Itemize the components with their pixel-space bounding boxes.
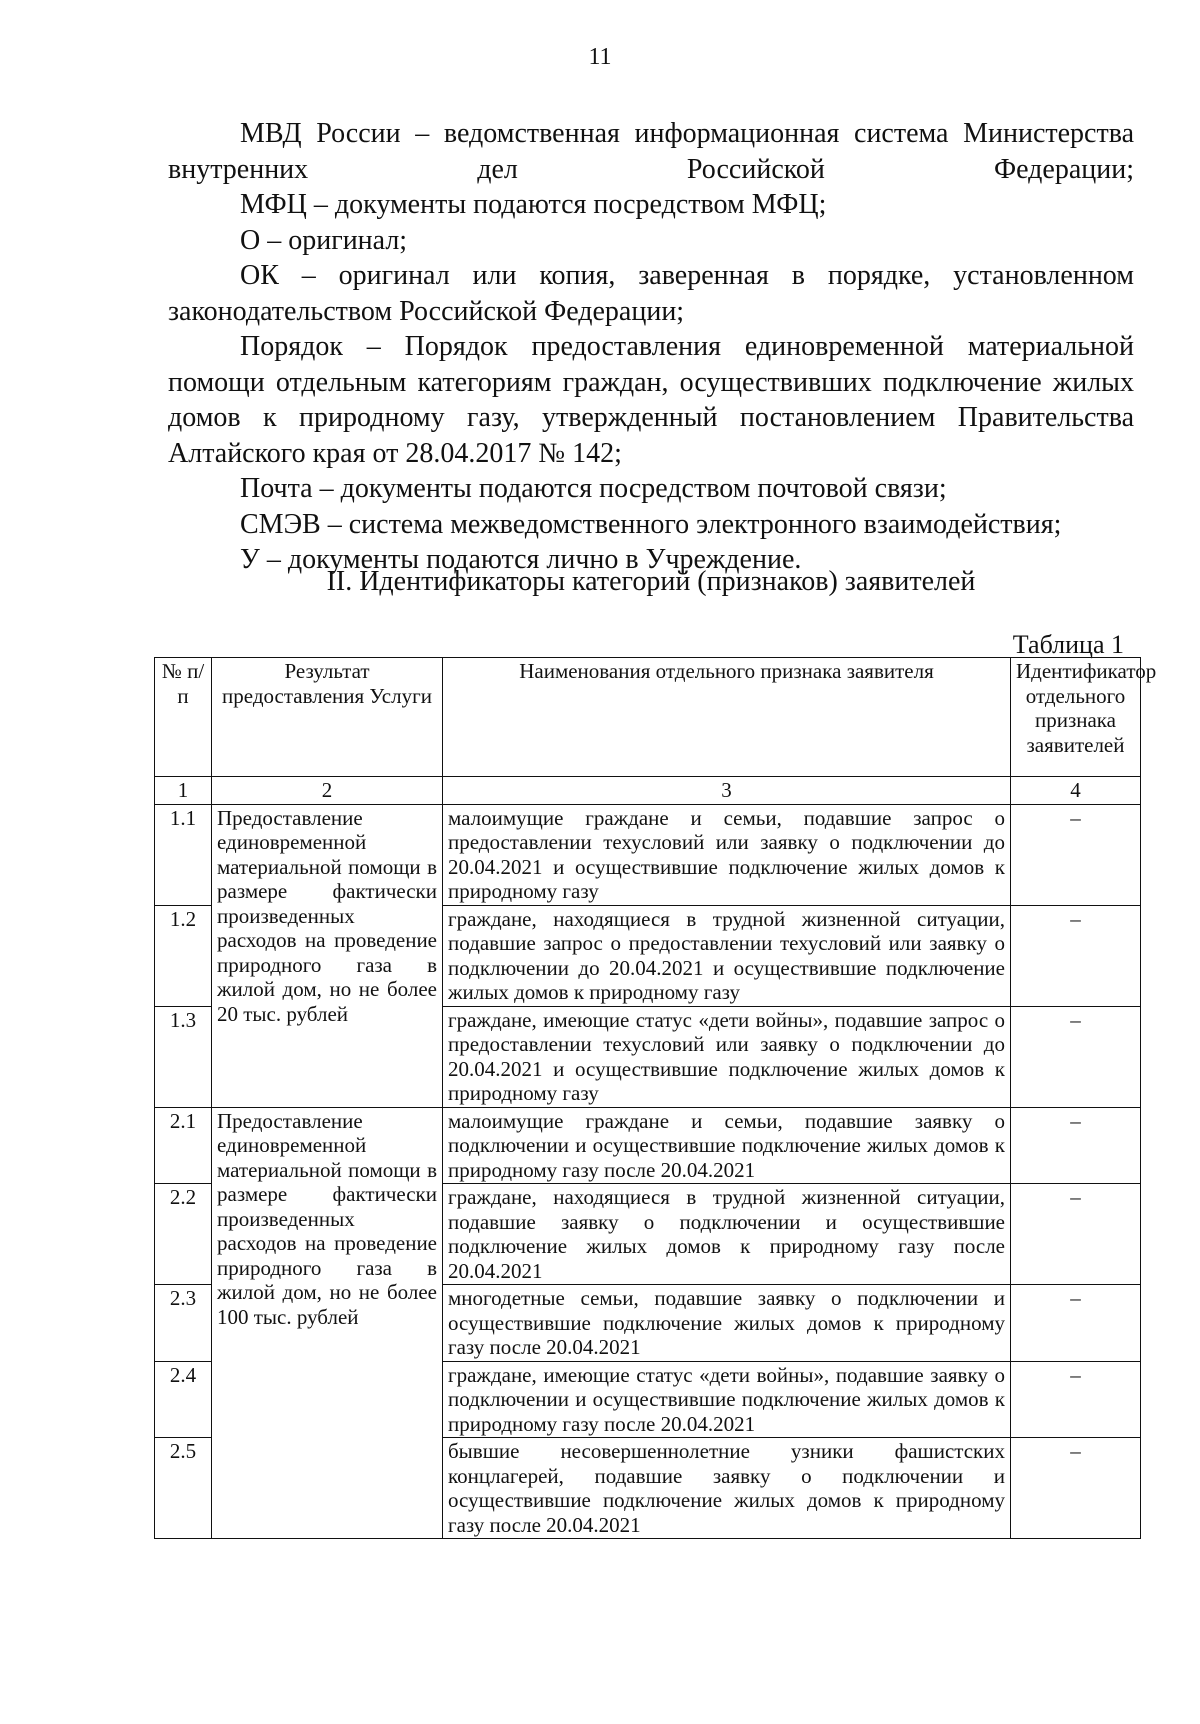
attribute-cell: граждане, имеющие статус «дети войны», подавшие запрос о предоставлении техусловий или заявку о подключении до 20.04.2021 и осуществившие подключение жилых домов к природному газу [443,1006,1011,1107]
row-number: 2.1 [155,1107,212,1184]
header-result: Результат предоставления Услуги [212,658,443,777]
header-number: № п/п [155,658,212,777]
result-cell: Предоставление единовременной материальной помощи в размере фактически произведенных расходов на проведение природного газа в жилой дом, но не более 100 тыс. рублей [212,1107,443,1539]
identifier-cell: – [1011,1006,1141,1107]
abbreviation-poryadok: Порядок – Порядок предоставления единовременной материальной помощи отдельным категориям граждан, осуществивших подключение жилых домов к природному газу, утвержденный постановлением Правительства Алтайского края от 28.04.2017 № 142; [168,331,1134,469]
row-number: 1.1 [155,804,212,905]
abbreviation-o: О – оригинал; [240,224,408,256]
row-number: 2.5 [155,1438,212,1539]
attribute-cell: граждане, имеющие статус «дети войны», подавшие заявку о подключении и осуществившие подключение жилых домов к природному газу после 20.04.2021 [443,1361,1011,1438]
attribute-cell: малоимущие граждане и семьи, подавшие заявку о подключении и осуществившие подключение жилых домов к природному газу после 20.04.2021 [443,1107,1011,1184]
identifier-cell: – [1011,1107,1141,1184]
row-number: 1.2 [155,905,212,1006]
table-caption: Таблица 1 [1012,630,1124,659]
section-title: II. Идентификаторы категорий (признаков) заявителей [326,566,976,597]
abbreviation-pochta: Почта – документы подаются посредством почтовой связи; [240,473,947,504]
header-attribute-name: Наименования отдельного признака заявителя [443,658,1011,777]
identifier-cell: – [1011,804,1141,905]
page-number: 11 [588,44,612,70]
attribute-cell: граждане, находящиеся в трудной жизненной ситуации, подавшие заявку о подключении и осуществившие подключение жилых домов к природному газу после 20.04.2021 [443,1184,1011,1285]
column-number: 4 [1011,777,1141,805]
header-identifier: Идентификатор отдельного признака заявителей [1011,658,1141,777]
abbreviations-list [168,116,1134,578]
row-number: 2.2 [155,1184,212,1285]
abbreviation-u: У – документы подаются лично в Учреждение. [240,544,802,575]
row-number: 2.3 [155,1285,212,1362]
result-cell: Предоставление единовременной материальной помощи в размере фактически произведенных расходов на проведение природного газа в жилой дом, но не более 20 тыс. рублей [212,804,443,1107]
table-row [155,804,1141,905]
row-number: 2.4 [155,1361,212,1438]
identifier-cell: – [1011,1184,1141,1285]
identifier-cell: – [1011,905,1141,1006]
row-number: 1.3 [155,1006,212,1107]
identifier-cell: – [1011,1361,1141,1438]
attribute-cell: многодетные семьи, подавшие заявку о подключении и осуществившие подключение жилых домов к природному газу после 20.04.2021 [443,1285,1011,1362]
identifier-cell: – [1011,1285,1141,1362]
attribute-cell: бывшие несовершеннолетние узники фашистских концлагерей, подавшие заявку о подключении и осуществившие подключение жилых домов к природному газу после 20.04.2021 [443,1438,1011,1539]
abbreviation-smev: СМЭВ – система межведомственного электронного взаимодействия; [240,508,1062,540]
column-number: 2 [212,777,443,805]
table-header-row [155,658,1141,777]
table-row [155,1107,1141,1184]
identifier-cell: – [1011,1438,1141,1539]
abbreviation-mvd: МВД России – ведомственная информационная система Министерства внутренних дел Российской Федерации; [168,118,1134,185]
applicant-categories-table [154,657,1157,1539]
column-number-row [155,777,1141,805]
abbreviation-mfc: МФЦ – документы подаются посредством МФЦ; [240,189,827,220]
attribute-cell: граждане, находящиеся в трудной жизненной ситуации, подавшие запрос о предоставлении техусловий или заявку о подключении до 20.04.2021 и осуществившие подключение жилых домов к природному газу [443,905,1011,1006]
column-number: 3 [443,777,1011,805]
attribute-cell: малоимущие граждане и семьи, подавшие запрос о предоставлении техусловий или заявку о подключении до 20.04.2021 и осуществившие подключение жилых домов к природному газу [443,804,1011,905]
abbreviation-ok: ОК – оригинал или копия, заверенная в порядке, установленном законодательством Российской Федерации; [168,260,1134,327]
column-number: 1 [155,777,212,805]
